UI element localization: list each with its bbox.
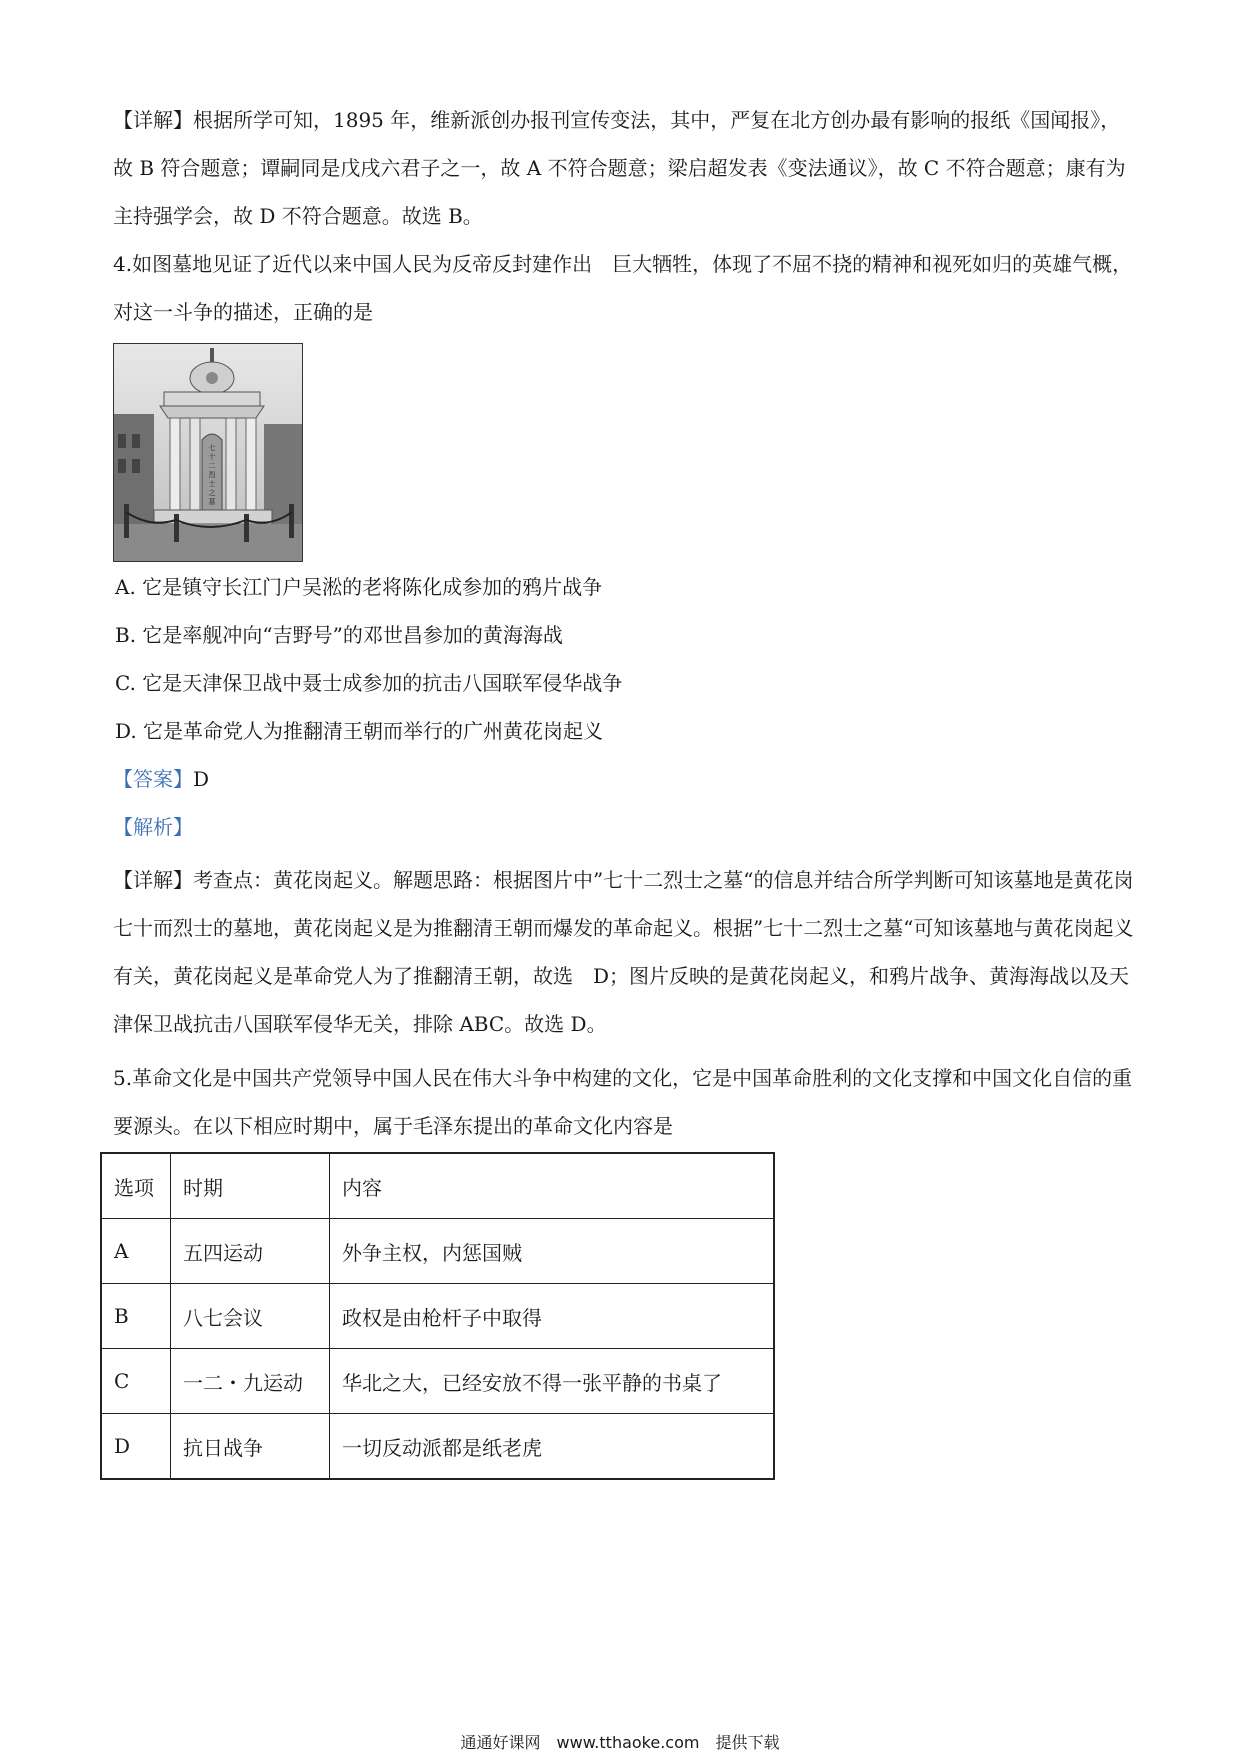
footer-text[interactable]: 通通好课网 www.tthaoke.com 提供下载: [460, 1733, 780, 1752]
memorial-photo: [113, 343, 303, 562]
option-c: C. 它是天津保卫战中聂士成参加的抗击八国联军侵华战争: [115, 671, 623, 695]
detail-label: 【详解】: [113, 108, 193, 132]
option-d: D. 它是革命党人为推翻清王朝而举行的广州黄花岗起义: [115, 719, 604, 743]
table-row: [101, 1414, 774, 1480]
header-cell: 内容: [330, 1153, 775, 1219]
table-cell: 华北之大，已经安放不得一张平静的书桌了: [330, 1349, 775, 1414]
prev-detail-paragraph: [113, 96, 1135, 240]
table-cell: 政权是由枪杆子中取得: [330, 1284, 775, 1349]
detail-label: 【详解】: [113, 868, 193, 892]
table-cell: 一切反动派都是纸老虎: [330, 1414, 775, 1480]
table-cell: 抗日战争: [171, 1414, 330, 1480]
q4-detail-paragraph: [113, 856, 1135, 1048]
table-cell: D: [101, 1414, 171, 1480]
table-row: [101, 1349, 774, 1414]
memorial-illustration: [114, 344, 302, 561]
question-5-stem: 5.革命文化是中国共产党领导中国人民在伟大斗争中构建的文化，它是中国革命胜利的文化支撑和中国文化自信的重要源头。在以下相应时期中，属于毛泽东提出的革命文化内容是: [113, 1066, 1133, 1138]
detail-text: 考查点：黄花岗起义。解题思路：根据图片中”七十二烈士之墓“的信息并结合所学判断可知该墓地是黄花岗七十而烈士的墓地，黄花岗起义是为推翻清王朝而爆发的革命起义。根据”七十二烈士之墓“可知该墓地与黄花岗起义有关，黄花岗起义是革命党人为了推翻清王朝，故选 D；图片反映的是黄花岗起义，和鸦片战争、黄海海战以及天津保卫战抗击八国联军侵华无关，排除 ABC。故选 D。: [113, 868, 1134, 1036]
detail-text: 根据所学可知，1895 年，维新派创办报刊宣传变法，其中，严复在北方创办最有影响的报纸《国闻报》，故 B 符合题意；谭嗣同是戊戌六君子之一，故 A 不符合题意；梁启超发表《变法通议》，故 C 不符合题意；康有为主持强学会，故 D 不符合题意。故选 B。: [113, 108, 1126, 228]
svg-text:十: 十: [208, 453, 216, 461]
svg-text:七: 七: [208, 444, 216, 452]
header-cell: 选项: [101, 1153, 171, 1219]
analysis-label: 【解析】: [113, 815, 193, 839]
table-row: [101, 1219, 774, 1284]
table-header-row: [101, 1153, 774, 1219]
svg-text:士: 士: [208, 480, 216, 488]
answer-value: D: [193, 767, 210, 791]
table-cell: B: [101, 1284, 171, 1349]
table-cell: 八七会议: [171, 1284, 330, 1349]
option-b: B. 它是率舰冲向“吉野号”的邓世昌参加的黄海海战: [115, 623, 563, 647]
answer-label: 【答案】: [113, 767, 193, 791]
table-cell: 一二・九运动: [171, 1349, 330, 1414]
table-cell: A: [101, 1219, 171, 1284]
header-cell: 时期: [171, 1153, 330, 1219]
question-4-stem: 4.如图墓地见证了近代以来中国人民为反帝反封建作出 巨大牺牲，体现了不屈不挠的精神和视死如归的英雄气概，对这一斗争的描述，正确的是: [113, 252, 1133, 324]
table-cell: 五四运动: [171, 1219, 330, 1284]
answer-line: [113, 764, 209, 794]
svg-text:烈: 烈: [208, 471, 216, 479]
svg-text:二: 二: [208, 462, 216, 470]
table-cell: 外争主权，内惩国贼: [330, 1219, 775, 1284]
svg-text:墓: 墓: [208, 498, 216, 506]
table-row: [101, 1284, 774, 1349]
options-table: [100, 1152, 775, 1480]
table-cell: C: [101, 1349, 171, 1414]
svg-text:之: 之: [208, 489, 216, 497]
option-a: A. 它是镇守长江门户吴淞的老将陈化成参加的鸦片战争: [115, 575, 603, 599]
